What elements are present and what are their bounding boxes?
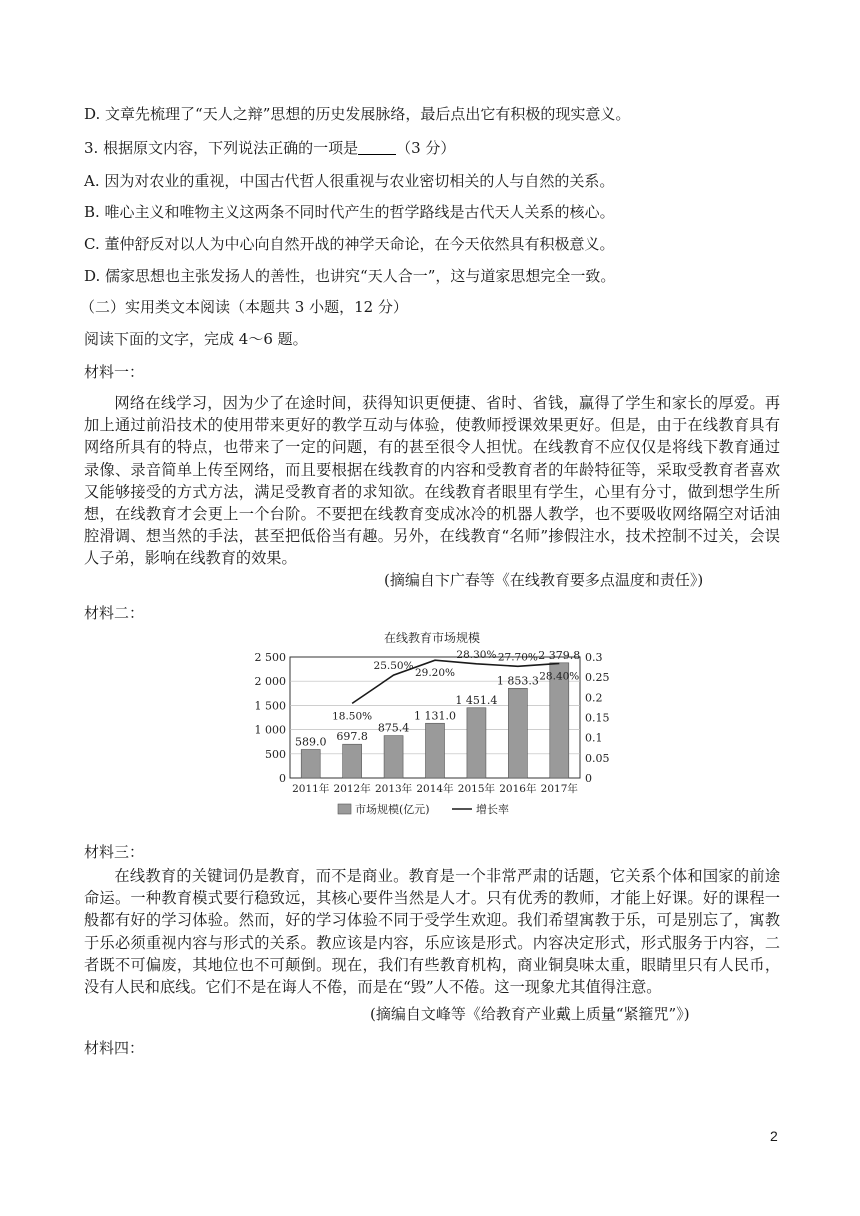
x-tick-label: 2014年 (416, 783, 454, 795)
right-axis-ticks (585, 651, 610, 785)
legend-bar-swatch (338, 804, 351, 814)
material-1-label: 材料一： (84, 363, 145, 381)
growth-rate-label: 25.50% (373, 660, 414, 673)
legend-bar-label: 市场规模(亿元) (355, 803, 430, 816)
growth-rate-label: 28.40% (539, 670, 580, 683)
option-d: D. 儒家思想也主张发扬人的善性，也讲究“天人合一”，这与道家思想完全一致。 (84, 267, 616, 285)
left-tick-label: 500 (265, 747, 286, 761)
chart-legend (338, 802, 509, 816)
answer-blank (358, 140, 396, 155)
growth-rate-label: 29.20% (414, 667, 456, 680)
material-3-text: 在线教育的关键词仍是教育，而不是商业。教育是一个非常严肃的话题，它关系个体和国家的前途命运。一种教育模式要行稳致远，其核心要件当然是人才。只有优秀的教师，才能上好课。好的课程一般都有好的学习体验。然而，好的学习体验不同于受学生欢迎。我们希望寓教于乐，可是别忘了，寓教于乐必须重视内容与形式的关系。教应该是内容，乐应该是形式。内容决定形式，形式服务于内容，二者既不可偏废，其地位也不可颠倒。现在，我们有些教育机构，商业铜臭味太重，眼睛里只有人民币，没有人民和底线。它们不是在诲人不倦，而是在“毁”人不倦。这一现象尤其值得注意。 (84, 867, 780, 997)
left-tick-label: 1 000 (254, 723, 286, 737)
right-tick-label: 0 (585, 772, 592, 785)
growth-rate-label: 18.50% (332, 710, 373, 723)
bar-value-label: 2 379.8 (538, 648, 581, 662)
left-tick-label: 2 500 (254, 651, 286, 664)
page-number: 2 (770, 1128, 778, 1144)
left-tick-label: 0 (279, 772, 286, 785)
x-tick-label: 2016年 (499, 783, 537, 795)
bar (508, 688, 527, 778)
right-tick-label: 0.1 (585, 731, 603, 745)
option-a: A. 因为对农业的重视，中国古代哲人很重视与农业密切相关的人与自然的关系。 (84, 172, 615, 190)
x-axis-labels (292, 782, 578, 795)
chart-title: 在线教育市场规模 (383, 631, 481, 645)
x-tick-label: 2015年 (457, 783, 496, 795)
growth-rate-label: 27.70% (497, 651, 538, 664)
market-size-chart (250, 628, 640, 824)
material-1-text: 网络在线学习，因为少了在途时间，获得知识更便捷、省时、省钱，赢得了学生和家长的厚爱。再加上通过前沿技术的使用带来更好的教学互动与体验，使教师授课效果更好。但是，由于在线教育具有网络所具有的特点，也带来了一定的问题，有的甚至很令人担忧。在线教育不应仅仅是将线下教育通过录像、录音简单上传至网络，而且要根据在线教育的内容和受教育者的年龄特征等，采取受教育者喜欢又能够接受的方式方法，满足受教育者的求知欲。在线教育者眼里有学生，心里有分寸，做到想学生所想，在线教育才会更上一个台阶。不要把在线教育变成冰冷的机器人教学，也不要吸收网络隔空对话油腔滑调、想当然的手法，甚至把低俗当有趣。另外，在线教育“名师”掺假注水，技术控制不过关，会误人子弟，影响在线教育的效果。 (84, 394, 780, 568)
bar (343, 744, 362, 778)
option-c: C. 董仲舒反对以人为中心向自然开战的神学天命论，在今天依然具有积极意义。 (84, 235, 615, 253)
right-tick-label: 0.3 (585, 651, 603, 664)
material-4-label: 材料四： (84, 1039, 145, 1057)
bar-value-label: 1 131.0 (414, 709, 456, 723)
x-tick-label: 2013年 (374, 783, 413, 795)
growth-rate-label: 28.30% (456, 648, 497, 661)
x-tick-label: 2011年 (292, 783, 330, 795)
option-b: B. 唯心主义和唯物主义这两条不同时代产生的哲学路线是古代天人关系的核心。 (84, 203, 615, 221)
left-axis-ticks (255, 651, 287, 785)
material-3-source: (摘编自文峰等《给教育产业戴上质量“紧箍咒”》) (370, 1005, 690, 1023)
right-tick-label: 0.15 (585, 711, 610, 725)
section-heading: （二）实用类文本阅读（本题共 3 小题，12 分） (80, 298, 408, 316)
question-3-stem (84, 138, 455, 158)
right-tick-label: 0.2 (585, 691, 603, 705)
right-tick-label: 0.05 (585, 751, 610, 765)
bar-value-label: 1 451.4 (455, 693, 498, 707)
bar (301, 749, 320, 778)
x-tick-label: 2012年 (333, 783, 371, 795)
x-tick-label: 2017年 (540, 783, 578, 795)
bar (467, 708, 486, 778)
material-2-label: 材料二： (84, 604, 145, 622)
left-tick-label: 2 000 (254, 675, 286, 689)
bar (426, 723, 445, 778)
question-3-score: （3 分） (396, 139, 456, 157)
option-3d-previous: D. 文章先梳理了“天人之辩”思想的历史发展脉络，最后点出它有积极的现实意义。 (84, 105, 631, 123)
bar-value-label: 697.8 (336, 730, 368, 744)
bar (384, 736, 403, 778)
material-3-label: 材料三： (84, 843, 145, 861)
question-3-text: 3. 根据原文内容，下列说法正确的一项是 (84, 139, 359, 157)
left-tick-label: 1 500 (254, 699, 286, 713)
legend-line-label: 增长率 (476, 803, 509, 816)
bar-value-label: 1 853.3 (496, 674, 539, 688)
bar-value-label: 589.0 (294, 735, 327, 749)
bar-value-label: 875.4 (377, 721, 410, 735)
right-tick-label: 0.25 (585, 671, 610, 685)
material-1-source: (摘编自卞广春等《在线教育要多点温度和责任》) (384, 571, 704, 589)
reading-instruction: 阅读下面的文字，完成 4～6 题。 (84, 330, 308, 348)
